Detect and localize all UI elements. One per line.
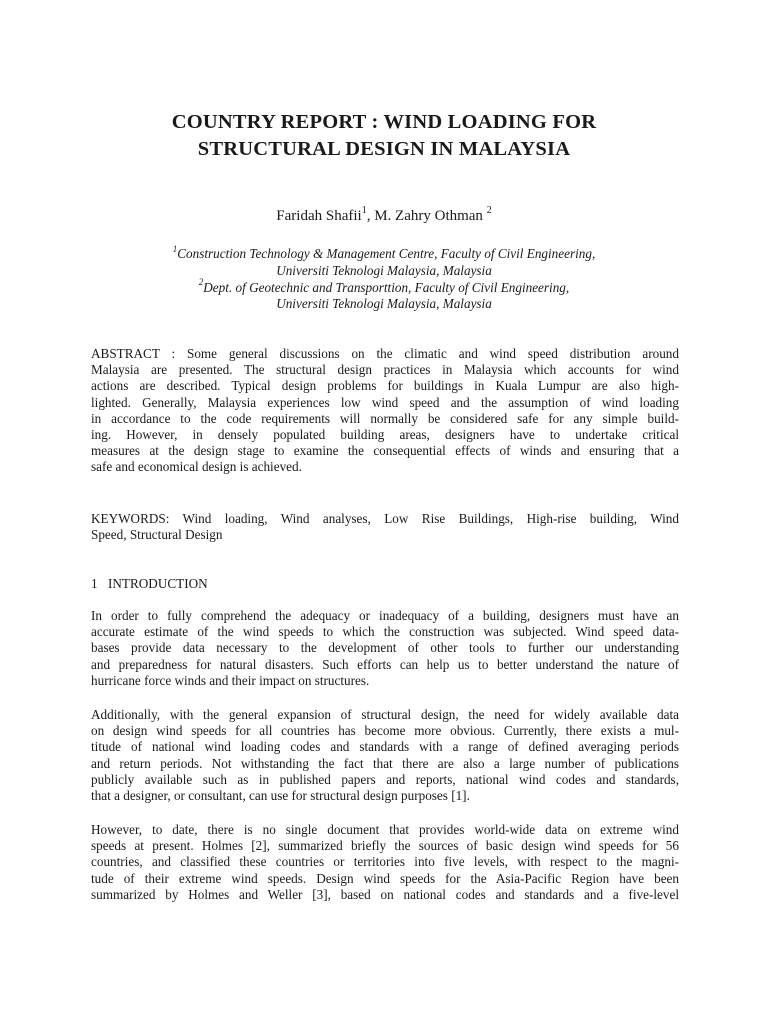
affiliation-1-line-2: Universiti Teknologi Malaysia, Malaysia [276,262,492,278]
paragraph-line: countries, and classified these countries or territories into five levels, with respect to the magni- [91,854,679,870]
section-title: INTRODUCTION [108,576,208,591]
abstract-line: ABSTRACT : Some general discussions on the climatic and wind speed distribution around [91,346,679,361]
paragraph-line: titude of national wind loading codes and standards with a range of defined averaging periods [91,739,679,755]
paragraph-line: tude of their extreme wind speeds. Design wind speeds for the Asia-Pacific Region have been [91,870,679,886]
section-number: 1 [91,576,98,591]
paragraph-line: Additionally, with the general expansion of structural design, the need for widely available data [91,707,679,722]
intro-paragraph-1 [91,608,679,689]
affiliation-1-mark: 1 [172,243,178,254]
title-line-2: STRUCTURAL DESIGN IN MALAYSIA [197,138,571,160]
affiliation-1-line-1 [90,243,678,263]
paragraph-line: and return periods. Not withstanding the fact that there are also a large number of publications [91,755,679,771]
abstract-line: safe and economical design is achieved. [91,459,302,475]
abstract-line: lighted. Generally, Malaysia experiences low wind speed and the assumption of wind loading [91,394,679,410]
author-separator: , [366,208,375,224]
author-1: Faridah Shafii [276,208,362,224]
abstract-line: actions are described. Typical design problems for buildings in Kuala Lumpur are also high- [91,378,679,394]
section-heading [91,575,208,592]
affiliation-2-text: Dept. of Geotechnic and Transporttion, Faculty of Civil Engineering, [203,279,570,295]
paragraph-line: publicly available such as in published papers and reports, national wind codes and standards, [91,771,679,787]
keywords-line: KEYWORDS: Wind loading, Wind analyses, Low Rise Buildings, High-rise building, Wind [91,511,679,526]
keywords [91,511,679,543]
affiliation-1-text: Construction Technology & Management Centre, Faculty of Civil Engineering, [177,246,596,261]
affiliations [90,243,678,313]
paragraph-line: on design wind speeds for all countries has become more obvious. Currently, there exists a mul- [91,723,679,739]
paragraph-line: bases provide data necessary to the development of other tools to further our understanding [91,640,679,656]
paragraph-line: and preparedness for natural disasters. Such efforts can help us to better understand the nature of [91,656,679,672]
affiliation-2-line-2: Universiti Teknologi Malaysia, Malaysia [276,296,492,312]
paragraph-line: summarized by Holmes and Weller [3], based on national codes and standards and a five-level [91,886,679,902]
paragraph-line: However, to date, there is no single document that provides world-wide data on extreme wind [91,822,679,837]
author-2: M. Zahry Othman [374,208,487,224]
keywords-line: Speed, Structural Design [91,527,223,543]
abstract-line: Malaysia are presented. The structural design practices in Malaysia which accounts for wind [91,362,679,378]
paragraph-line: In order to fully comprehend the adequacy or inadequacy of a building, designers must have an [91,608,679,623]
author-2-affiliation-mark: 2 [486,205,492,216]
paper-title [90,109,678,163]
intro-paragraph-2 [91,707,679,804]
author-1-affiliation-mark: 1 [361,205,367,216]
affiliation-2-mark: 2 [198,277,204,288]
abstract [91,346,679,476]
title-line-1: COUNTRY REPORT : WIND LOADING FOR [171,111,597,133]
paragraph-line: speeds at present. Holmes [2], summarized briefly the sources of basic design wind speeds for 56 [91,838,679,854]
abstract-line: measures at the design stage to examine the consequential effects of winds and ensuring that a [91,443,679,459]
paragraph-line: hurricane force winds and their impact on structures. [91,672,370,688]
paragraph-line: accurate estimate of the wind speeds to which the construction was subjected. Wind speed data- [91,624,679,640]
paragraph-line: that a designer, or consultant, can use for structural design purposes [1]. [91,787,470,803]
abstract-line: in accordance to the code requirements will normally be considered safe for any simple build- [91,410,679,426]
intro-paragraph-3 [91,822,679,903]
affiliation-2-line-1 [90,277,678,297]
author-list [90,206,678,226]
abstract-line: ing. However, in densely populated building areas, designers have to undertake critical [91,426,679,442]
